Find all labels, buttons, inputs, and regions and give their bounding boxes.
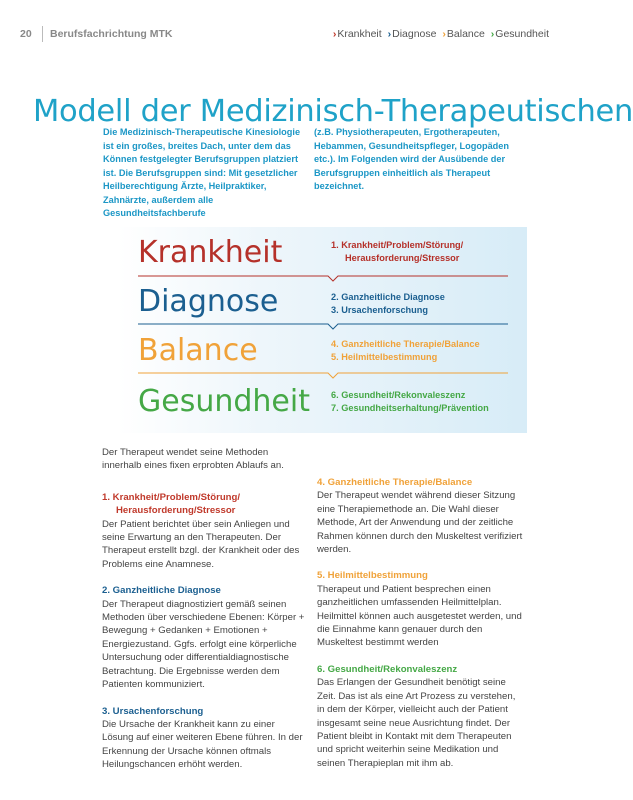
steps-diagnose [331, 291, 445, 317]
heading-line: 1. Krankheit/Problem/Störung/ [102, 491, 241, 503]
chevron-right-icon: › [490, 28, 495, 40]
section-heading [102, 491, 307, 518]
divider-line-diagnose [138, 323, 508, 331]
page-header [20, 28, 549, 48]
process-diagram [118, 227, 527, 433]
section-gesundheit [317, 663, 525, 770]
section-text: Der Therapeut diagnostiziert gemäß seinen Methoden über verschiedene Ebenen: Körper + Bewegung + Gedanken + Emotionen + Energiezustand. Ggfs. erfolgt eine körperliche Untersuchung oder differentialdiagnostische Betrachtung. Die Ergebnisse werden dem Patienten kommuniziert. [102, 598, 305, 691]
section-heading: 4. Ganzheitliche Therapie/Balance [317, 477, 473, 488]
right-column [317, 476, 525, 770]
steps-gesundheit [331, 389, 489, 415]
left-column [102, 446, 307, 772]
breadcrumb-item-balance: Balance [446, 28, 485, 40]
breadcrumb-item-gesundheit: Gesundheit [495, 28, 549, 40]
breadcrumb-item-diagnose: Diagnose [392, 28, 437, 40]
page-title: Modell der Medizinisch-Therapeutischen [33, 94, 633, 130]
chevron-right-icon: › [387, 28, 392, 40]
step-item: 4. Ganzheitliche Therapie/Balance [331, 339, 480, 349]
intro-left: Die Medizinisch-Therapeutische Kinesiologie ist ein großes, breites Dach, unter dem das Können festgelegter Berufsgruppen platziert ist. Die Berufsgruppen sind: Mit gesetzlicher Heilberechtigung Ärzte, Heilpraktiker, Zahnärzte, außerdem alle Gesundheitsfachberufe [103, 127, 301, 218]
chevron-right-icon: › [332, 28, 337, 40]
section-diagnose [102, 584, 307, 691]
section-text: Der Therapeut wendet während dieser Sitzung eine Therapiemethode an. Die Wahl dieser Methode, Art der Anwendung und der zeitliche Rahmen können durch den Muskeltest verifiziert werden. [317, 490, 523, 556]
divider-line-krankheit [138, 275, 508, 283]
steps-balance [331, 338, 480, 364]
stage-balance: Balance [138, 333, 258, 368]
section-text: Das Erlangen der Gesundheit benötigt seine Zeit. Das ist als eine Art Prozess zu verstehen, in dem der Körper, vielleicht auch der Patient insgesamt seine neue Ausrichtung findet. Der Patient bleibt in Kontakt mit dem Therapeuten und spricht weiterhin seine Medikation und seinen Therapieplan mit ihm ab. [317, 677, 516, 769]
divider-line-balance [138, 372, 508, 380]
section-text: Die Ursache der Krankheit kann zu einer Lösung auf einer weiteren Ebene führen. In der Erkennung der Ursache können oftmals Heilungschancen erhöht werden. [102, 718, 303, 771]
step-item: Herausforderung/Stressor [345, 253, 460, 263]
step-item: 5. Heilmittelbestimmung [331, 352, 438, 362]
section-heilmittel [317, 569, 525, 649]
section-ursachen [102, 705, 307, 772]
section-text: Der Patient berichtet über sein Anliegen und seine Erwartung an den Therapeuten. Der Therapeut erstellt bzgl. der Krankheit oder des Problems eine Anamnese. [102, 518, 300, 570]
section-therapie [317, 476, 525, 556]
process-intro: Der Therapeut wendet seine Methoden innerhalb eines fixen erprobten Ablaufs an. [102, 447, 284, 472]
section-heading: 5. Heilmittelbestimmung [317, 570, 428, 582]
section-name: Berufsfachrichtung MTK [50, 28, 173, 40]
section-text: Therapeut und Patient besprechen einen ganzheitlichen umfassenden Heilmittelplan. Heilmittel können auch ausgetestet werden, und die Einnahme kann genauer durch den Muskeltest bestimmt werden [317, 583, 522, 649]
chevron-right-icon: › [442, 28, 446, 40]
header-divider [42, 26, 43, 42]
page-number: 20 [20, 28, 32, 40]
breadcrumb-item-krankheit: Krankheit [337, 28, 382, 40]
step-item: 1. Krankheit/Problem/Störung/ [331, 240, 464, 250]
intro-right: (z.B. Physiotherapeuten, Ergotherapeuten, Hebammen, Gesundheitspfleger, Logopäden etc.). Im Folgenden wird der Ausübende der Berufsgruppen einheitlich als Therapeut bezeichnet. [314, 127, 510, 191]
step-item: 7. Gesundheitserhaltung/Prävention [331, 403, 489, 413]
stage-diagnose: Diagnose [138, 284, 279, 319]
section-heading: 3. Ursachenforschung [102, 705, 204, 717]
stage-gesundheit: Gesundheit [138, 384, 310, 419]
step-item: 6. Gesundheit/Rekonvaleszenz [331, 390, 466, 400]
steps-krankheit [331, 239, 463, 265]
section-krankheit [102, 491, 307, 571]
step-item: 2. Ganzheitliche Diagnose [331, 292, 445, 302]
stage-krankheit: Krankheit [138, 235, 283, 270]
section-heading: 2. Ganzheitliche Diagnose [102, 585, 221, 597]
heading-line: Herausforderung/Stressor [116, 505, 236, 517]
section-heading: 6. Gesundheit/Rekonvaleszenz [317, 663, 458, 675]
step-item: 3. Ursachenforschung [331, 305, 429, 315]
breadcrumb [330, 28, 549, 40]
